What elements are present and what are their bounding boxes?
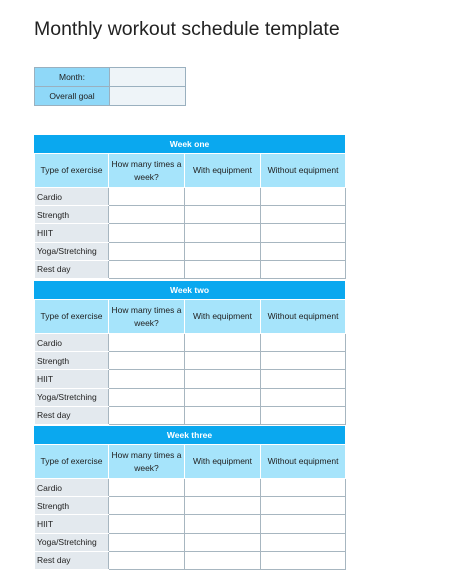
without-equipment-cell[interactable] [261, 406, 346, 424]
header-with-equipment: With equipment [185, 445, 261, 479]
table-row [35, 334, 346, 352]
table-row [35, 260, 346, 278]
times-cell[interactable] [109, 533, 185, 551]
without-equipment-cell[interactable] [261, 497, 346, 515]
with-equipment-cell[interactable] [185, 533, 261, 551]
header-type-of-exercise: Type of exercise [35, 300, 109, 334]
without-equipment-cell[interactable] [261, 533, 346, 551]
times-cell[interactable] [109, 388, 185, 406]
without-equipment-cell[interactable] [261, 224, 346, 242]
table-row [35, 242, 346, 260]
exercise-label: Cardio [35, 479, 109, 497]
times-cell[interactable] [109, 334, 185, 352]
exercise-label: Yoga/Stretching [35, 533, 109, 551]
exercise-label: Strength [35, 352, 109, 370]
with-equipment-cell[interactable] [185, 497, 261, 515]
without-equipment-cell[interactable] [261, 352, 346, 370]
exercise-label: Cardio [35, 188, 109, 206]
with-equipment-cell[interactable] [185, 388, 261, 406]
exercise-label: Rest day [35, 260, 109, 278]
week-block-3 [34, 426, 345, 570]
times-cell[interactable] [109, 515, 185, 533]
with-equipment-cell[interactable] [185, 406, 261, 424]
without-equipment-cell[interactable] [261, 370, 346, 388]
table-row [35, 406, 346, 424]
with-equipment-cell[interactable] [185, 224, 261, 242]
table-row [35, 533, 346, 551]
table-row [35, 206, 346, 224]
table-row [35, 388, 346, 406]
times-cell[interactable] [109, 370, 185, 388]
overall-goal-value-cell[interactable] [110, 87, 186, 106]
times-cell[interactable] [109, 260, 185, 278]
with-equipment-cell[interactable] [185, 260, 261, 278]
table-row [35, 551, 346, 569]
header-without-equipment: Without equipment [261, 154, 346, 188]
with-equipment-cell[interactable] [185, 352, 261, 370]
header-without-equipment: Without equipment [261, 445, 346, 479]
times-cell[interactable] [109, 479, 185, 497]
month-value-cell[interactable] [110, 68, 186, 87]
without-equipment-cell[interactable] [261, 515, 346, 533]
header-type-of-exercise: Type of exercise [35, 154, 109, 188]
week-header-row [35, 300, 346, 334]
with-equipment-cell[interactable] [185, 515, 261, 533]
without-equipment-cell[interactable] [261, 479, 346, 497]
table-row [35, 370, 346, 388]
exercise-label: HIIT [35, 224, 109, 242]
week-title: Week two [34, 281, 345, 299]
document-title: Monthly workout schedule template [34, 18, 340, 40]
exercise-label: Cardio [35, 334, 109, 352]
with-equipment-cell[interactable] [185, 551, 261, 569]
header-type-of-exercise: Type of exercise [35, 445, 109, 479]
header-with-equipment: With equipment [185, 300, 261, 334]
with-equipment-cell[interactable] [185, 206, 261, 224]
without-equipment-cell[interactable] [261, 260, 346, 278]
without-equipment-cell[interactable] [261, 206, 346, 224]
with-equipment-cell[interactable] [185, 479, 261, 497]
month-label: Month: [35, 68, 110, 87]
week-block-2 [34, 281, 345, 425]
table-row [35, 479, 346, 497]
exercise-label: Rest day [35, 551, 109, 569]
week-block-1 [34, 135, 345, 279]
header-without-equipment: Without equipment [261, 300, 346, 334]
times-cell[interactable] [109, 406, 185, 424]
with-equipment-cell[interactable] [185, 370, 261, 388]
without-equipment-cell[interactable] [261, 334, 346, 352]
times-cell[interactable] [109, 206, 185, 224]
times-cell[interactable] [109, 188, 185, 206]
times-cell[interactable] [109, 242, 185, 260]
exercise-label: Yoga/Stretching [35, 388, 109, 406]
table-row [35, 224, 346, 242]
exercise-label: Yoga/Stretching [35, 242, 109, 260]
meta-row-month [35, 68, 186, 87]
with-equipment-cell[interactable] [185, 242, 261, 260]
table-row [35, 352, 346, 370]
week-table [34, 153, 346, 279]
without-equipment-cell[interactable] [261, 242, 346, 260]
header-times-per-week: How many times a week? [109, 154, 185, 188]
times-cell[interactable] [109, 497, 185, 515]
week-table [34, 299, 346, 425]
exercise-label: Strength [35, 497, 109, 515]
header-times-per-week: How many times a week? [109, 300, 185, 334]
with-equipment-cell[interactable] [185, 188, 261, 206]
without-equipment-cell[interactable] [261, 551, 346, 569]
meta-row-goal [35, 87, 186, 106]
exercise-label: HIIT [35, 370, 109, 388]
exercise-label: Strength [35, 206, 109, 224]
exercise-label: Rest day [35, 406, 109, 424]
week-header-row [35, 154, 346, 188]
overall-goal-label: Overall goal [35, 87, 110, 106]
week-title: Week one [34, 135, 345, 153]
times-cell[interactable] [109, 224, 185, 242]
meta-table [34, 67, 186, 106]
without-equipment-cell[interactable] [261, 188, 346, 206]
times-cell[interactable] [109, 551, 185, 569]
table-row [35, 515, 346, 533]
table-row [35, 188, 346, 206]
times-cell[interactable] [109, 352, 185, 370]
week-table [34, 444, 346, 570]
header-with-equipment: With equipment [185, 154, 261, 188]
week-title: Week three [34, 426, 345, 444]
week-header-row [35, 445, 346, 479]
table-row [35, 497, 346, 515]
exercise-label: HIIT [35, 515, 109, 533]
without-equipment-cell[interactable] [261, 388, 346, 406]
header-times-per-week: How many times a week? [109, 445, 185, 479]
with-equipment-cell[interactable] [185, 334, 261, 352]
